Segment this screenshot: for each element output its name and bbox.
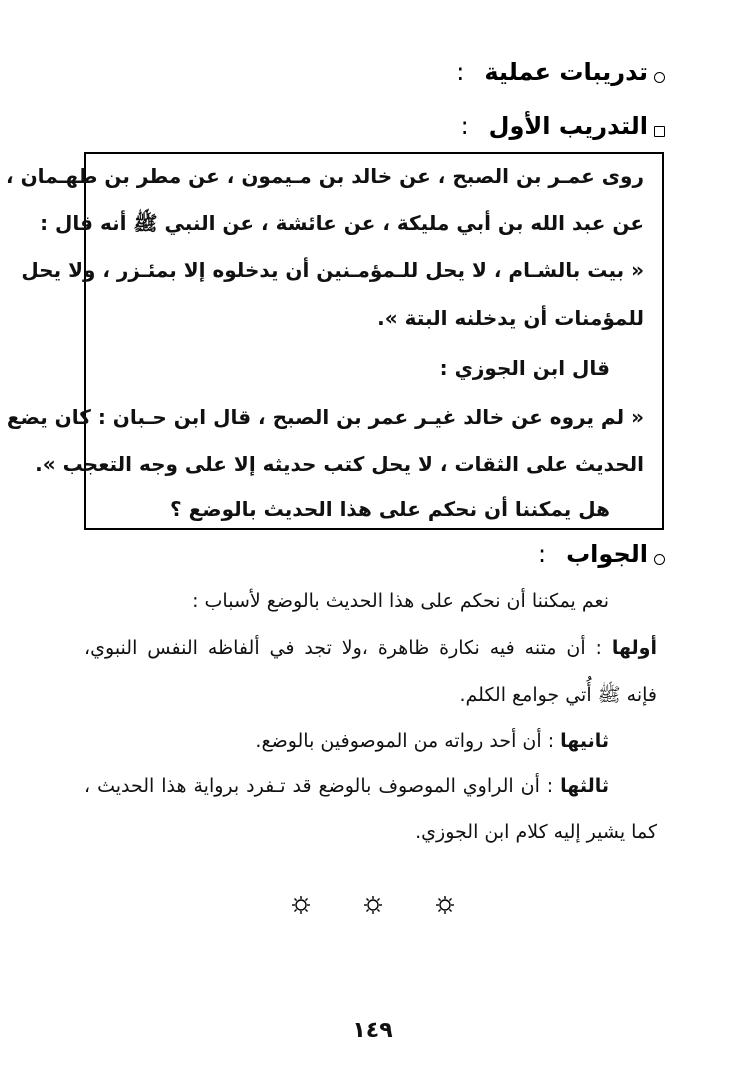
exercise-line: الحديث على الثقات ، لا يحل كتب حديثه إلا على وجه التعجب ».: [35, 452, 644, 476]
flower-ornament-icon: [435, 895, 455, 915]
answer-section: [84, 0, 657, 1085]
flower-ornament-icon: [363, 895, 383, 915]
reason-text: : أن متنه فيه نكارة ظاهرة ،ولا تجد في ألفاظه النفس النبوي،: [84, 637, 602, 659]
answer-reason-2: [84, 730, 657, 752]
exercise-question: هل يمكننا أن نحكم على هذا الحديث بالوضع ؟: [170, 497, 610, 521]
reason-label: ثانيها: [560, 730, 609, 752]
heading-first-exercise-text: التدريب الأول: [488, 112, 648, 140]
exercise-line: للمؤمنات أن يدخلنه البتة ».: [377, 306, 644, 330]
exercise-line: « لم يروه عن خالد غيـر عمر بن الصبح ، قال ابن حـبان : كان يضع: [6, 405, 644, 429]
section-ornaments: [0, 895, 745, 915]
reason-text: : أن أحد رواته من الموصوفين بالوضع.: [255, 730, 555, 752]
answer-reason-3: [84, 775, 657, 797]
answer-reason-3-cont: كما يشير إليه كلام ابن الجوزي.: [415, 821, 657, 843]
answer-reason-1-cont: فإنه ﷺ أُتي جوامع الكلم.: [459, 684, 657, 706]
answer-reason-1: [84, 637, 657, 659]
reason-label: أولها: [611, 637, 657, 659]
exercise-line: « بيت بالشـام ، لا يحل للـمؤمـنين أن يدخلوه إلا بمئـزر ، ولا يحل: [21, 258, 644, 282]
flower-ornament-icon: [291, 895, 311, 915]
heading-exercises-text: تدريبات عملية: [484, 58, 648, 86]
page-number: ١٤٩: [352, 1018, 393, 1043]
reason-label: ثالثها: [560, 775, 609, 797]
exercise-line: روى عمـر بن الصبح ، عن خالد بن مـيمون ، عن مطر بن طهـمان ،: [6, 164, 644, 188]
heading-answer-text: الجواب: [566, 540, 648, 568]
heading-colon: :: [456, 58, 465, 86]
exercise-line: قال ابن الجوزي :: [439, 356, 610, 380]
heading-colon: :: [460, 112, 469, 140]
exercise-line: عن عبد الله بن أبي مليكة ، عن عائشة ، عن النبي ﷺ أنه قال :: [40, 211, 644, 235]
heading-colon: :: [537, 540, 547, 568]
answer-intro: نعم يمكننا أن نحكم على هذا الحديث بالوضع لأسباب :: [192, 590, 609, 612]
reason-text: : أن الراوي الموصوف بالوضع قد تـفرد برواية هذا الحديث ،: [84, 775, 554, 797]
